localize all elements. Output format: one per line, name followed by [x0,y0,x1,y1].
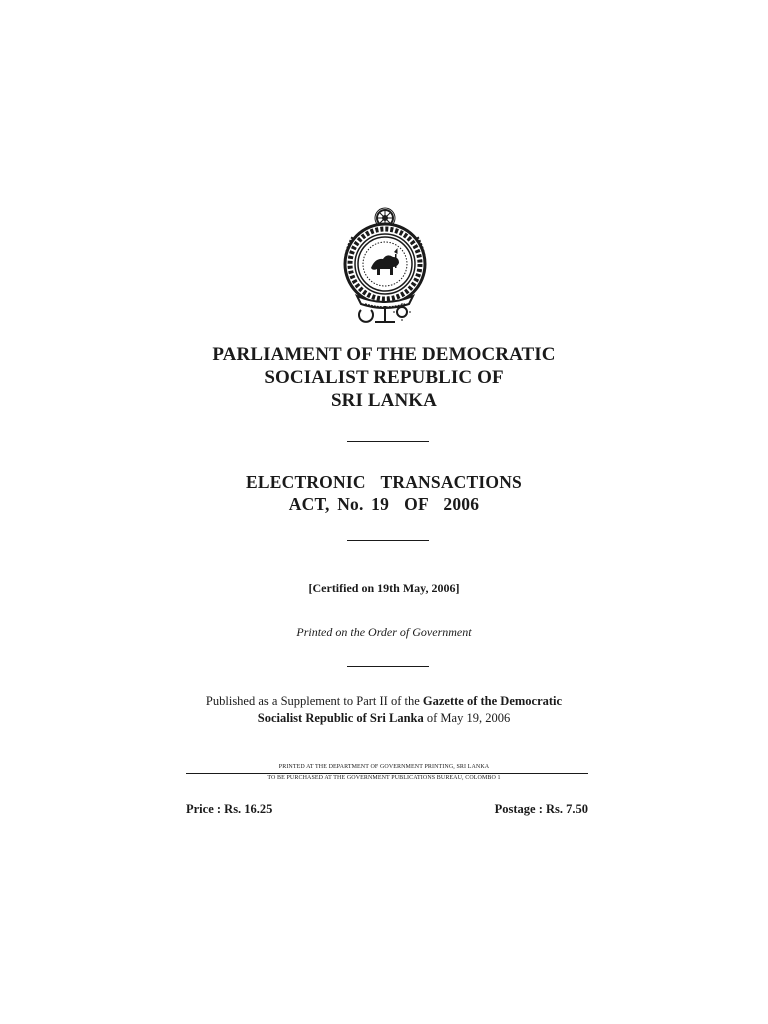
act-title-line-2: ACT, No. 19 OF 2006 [288,494,480,514]
publication-date: of May 19, 2006 [423,711,511,725]
sri-lanka-national-emblem-icon [335,206,435,324]
parliament-heading-line-3: SRI LANKA [331,390,437,411]
certified-date: [Certified on 19th May, 2006] [308,581,460,595]
publication-note-line-2 [0,710,768,727]
national-emblem [335,206,435,324]
gazette-name-part-1: Gazette of the Democratic [422,694,563,708]
parliament-heading-line-1: PARLIAMENT OF THE DEMOCRATIC [212,344,556,365]
publication-note [0,693,768,727]
publication-prefix: Published as a Supplement to Part II of the [205,694,423,708]
act-title-line-1: ELECTRONIC TRANSACTIONS [246,472,522,492]
purchase-imprint: TO BE PURCHASED AT THE GOVERNMENT PUBLICATIONS BUREAU, COLOMBO 1 [267,775,501,781]
parliament-heading-line-2: SOCIALIST REPUBLIC OF [264,367,504,388]
imprint-rule [186,773,588,774]
divider-1 [347,441,429,442]
divider-2 [347,540,429,541]
printed-order-note: Printed on the Order of Government [296,625,472,639]
gazette-name-part-2: Socialist Republic of Sri Lanka [257,711,424,725]
divider-3 [347,666,429,667]
parliament-heading [0,343,768,412]
publication-note-line-1 [0,693,768,710]
act-title [0,471,768,515]
price-label: Price : Rs. 16.25 [186,802,273,816]
printer-imprint: PRINTED AT THE DEPARTMENT OF GOVERNMENT PRINTING, SRI LANKA [278,764,490,770]
postage-label: Postage : Rs. 7.50 [494,802,588,816]
